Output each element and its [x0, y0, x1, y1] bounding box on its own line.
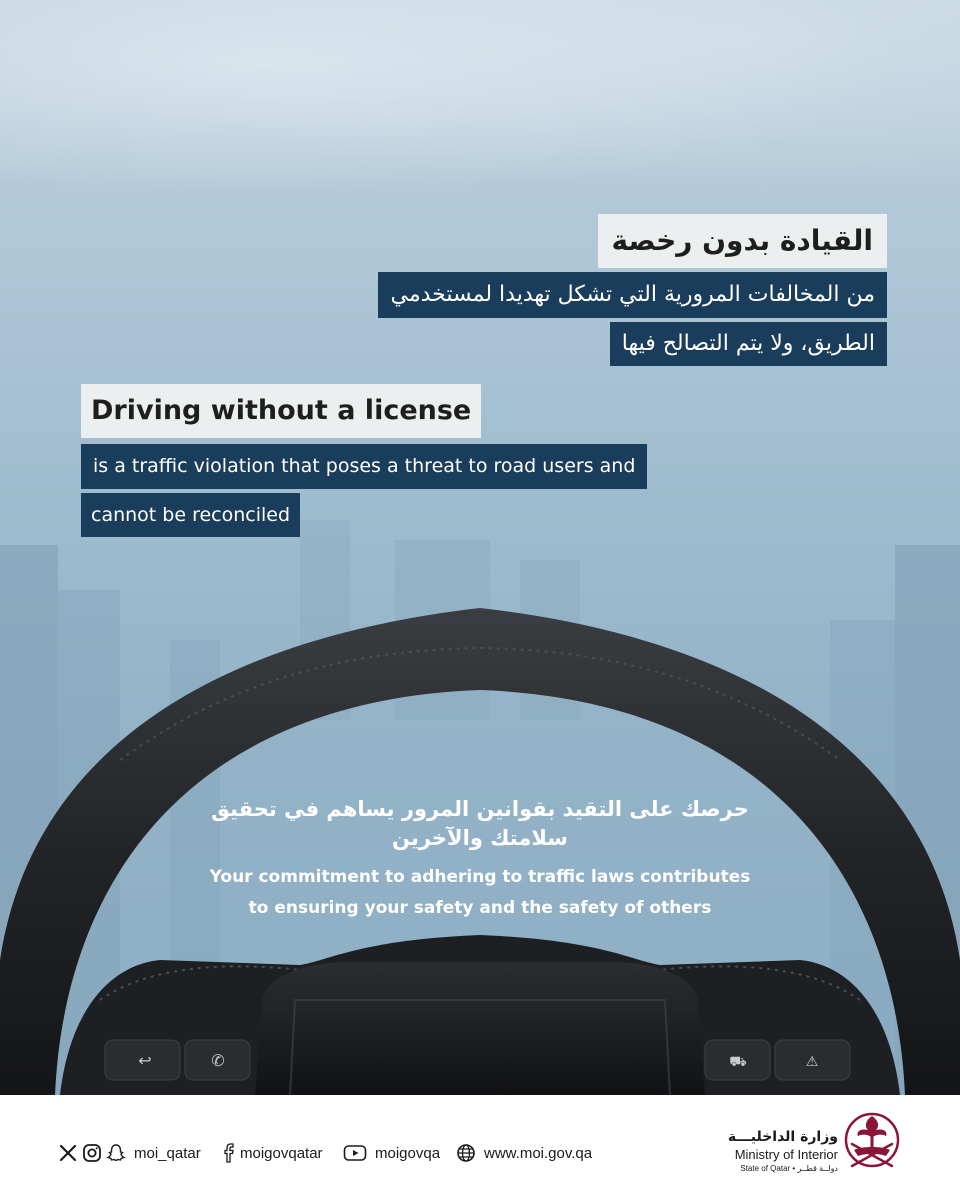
social-handle-moi-qatar: moi_qatar: [134, 1144, 201, 1162]
english-title: Driving without a license: [91, 395, 472, 426]
svg-text:✆: ✆: [211, 1051, 225, 1070]
svg-text:⛟: ⛟: [729, 1054, 747, 1070]
social-youtube[interactable]: [343, 1140, 440, 1166]
arabic-title-box: [598, 214, 887, 268]
social-handle-youtube: moigovqa: [375, 1144, 441, 1162]
message-arabic-line2: سلامتك والآخرين: [392, 826, 568, 850]
facebook-icon[interactable]: [222, 1143, 236, 1163]
svg-text:↩: ↩: [138, 1051, 152, 1070]
arabic-title: القيادة بدون رخصة: [611, 224, 873, 257]
x-icon[interactable]: [58, 1143, 78, 1163]
english-line1: is a traffic violation that poses a threat to road users and: [93, 455, 636, 477]
arabic-line1: من المخالفات المرورية التي تشكل تهديدا لمستخدمي: [390, 282, 875, 307]
message-english-line1: Your commitment to adhering to traffic laws contributes: [209, 867, 751, 887]
ministry-english-name: Ministry of Interior: [734, 1147, 838, 1162]
qatar-emblem-icon: [842, 1110, 902, 1172]
arabic-line1-box: [378, 272, 887, 318]
arabic-line2-box: [610, 322, 887, 366]
social-moi-qatar[interactable]: [58, 1140, 201, 1166]
social-website[interactable]: [456, 1140, 592, 1166]
globe-icon[interactable]: [456, 1143, 476, 1163]
svg-text:⚠: ⚠: [805, 1054, 819, 1070]
youtube-icon[interactable]: [343, 1143, 367, 1163]
english-line2: cannot be reconciled: [91, 504, 291, 526]
english-line2-box: [81, 493, 300, 537]
english-title-box: [81, 384, 481, 438]
social-handle-website: www.moi.gov.qa: [484, 1144, 593, 1162]
message-arabic-line1: حرصك على التقيد بقوانين المرور يساهم في تحقيق: [211, 797, 749, 821]
ministry-arabic-name: وزارة الداخليـــة: [727, 1129, 838, 1145]
message-english-line2: to ensuring your safety and the safety of others: [248, 898, 712, 918]
snapchat-icon[interactable]: [106, 1143, 126, 1163]
instagram-icon[interactable]: [82, 1143, 102, 1163]
ministry-state: State of Qatar • دولــة قطــر: [740, 1164, 838, 1173]
social-handle-facebook: moigovqatar: [240, 1144, 323, 1162]
social-facebook[interactable]: [222, 1140, 323, 1166]
arabic-line2: الطريق، ولا يتم التصالح فيها: [621, 331, 875, 356]
english-line1-box: [81, 444, 647, 489]
ministry-logo-text: [700, 1128, 838, 1175]
